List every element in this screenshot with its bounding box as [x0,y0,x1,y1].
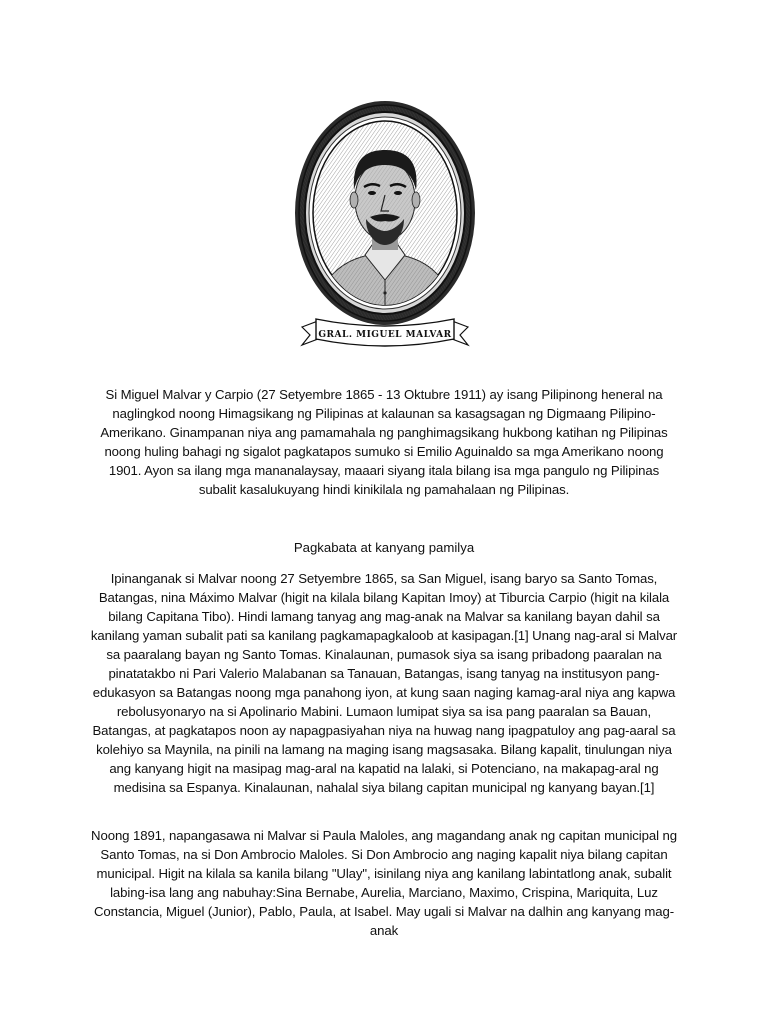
portrait-image [290,95,480,350]
marriage-paragraph: Noong 1891, napangasawa ni Malvar si Paula Maloles, ang magandang anak ng capitan municipal ng Santo Tomas, na si Don Ambrocio Maloles. Si Don Ambrocio ang naging kapalit niya bilang capitan municipal. Higit na kilala sa kanila bilang "Ulay", isinilang niya ang kanilang labintatlong anak, subalit labing-isa lang ang nabuhay:Sina Bernabe, Aurelia, Marciano, Maximo, Crispina, Mariquita, Luz Constancia, Miguel (Junior), Pablo, Paula, at Isabel. May ugali si Malvar na dalhin ang kanyang mag-anak [91,828,677,938]
portrait-caption: GRAL. MIGUEL MALVAR [318,330,452,340]
section-heading: Pagkabata at kanyang pamilya [293,540,475,555]
childhood-paragraph: Ipinanganak si Malvar noong 27 Setyembre 1865, sa San Miguel, isang baryo sa Santo Tomas, Batangas, nina Máximo Malvar (higit na kilala bilang Kapitan Imoy) at Tiburcia Carpio (higit na kilala bilang Capitana Tibo). Hindi lamang tanyag ang mag-anak na Malvar sa kanilang bayan dahil sa kanilang yaman subalit pati sa kanilang pagkamapagkaloob at kasipagan.[1] Unang nag-aral si Malvar sa paaralang bayan ng Santo Tomas. Kinalaunan, pumasok siya sa isang pribadong paaralan na pinatatakbo ni Pari Valerio Malabanan sa Tanauan, Batangas, isang tanyag na institusyon pang-edukasyon sa Batangas noong mga panahong iyon, at kung saan naging kamag-aral niya ang kapwa rebolusyonaryo na si Apolinario Mabini. Lumaon lumipat siya sa isa pang paaralan sa Bauan, Batangas, at pagkatapos noon ay napagpasiyahan niya na huwag nang ipagpatuloy ang pag-aaral sa kolehiyo sa Maynila, na pinili na lamang na maging isang magsasaka. Bilang kapalit, tinulungan niya ang kanyang higit na masipag mag-aral na kapatid na lalaki, si Potenciano, na makapag-aral ng medisina sa Espanya. Kinalaunan, nahalal siya bilang capitan municipal ng kanyang bayan.[1] [90,571,678,795]
portrait-engraving [290,95,480,350]
intro-paragraph: Si Miguel Malvar y Carpio (27 Setyembre 1865 - 13 Oktubre 1911) ay isang Pilipinong heneral na naglingkod noong Himagsikang ng Pilipinas at kalaunan sa kasagsagan ng Digmaang Pilipino-Amerikano. Ginampanan niya ang pamamahala ng panghimagsikang hukbong katihan ng Pilipinas noong huling bahagi ng sigalot pagkatapos sumuko si Emilio Aguinaldo sa mga Amerikano noong 1901. Ayon sa ilang mga mananalaysay, maaari siyang itala bilang isa mga pangulo ng Pilipinas subalit kasalukuyang hindi kinikilala ng pamahalaan ng Pilipinas. [100,387,668,497]
